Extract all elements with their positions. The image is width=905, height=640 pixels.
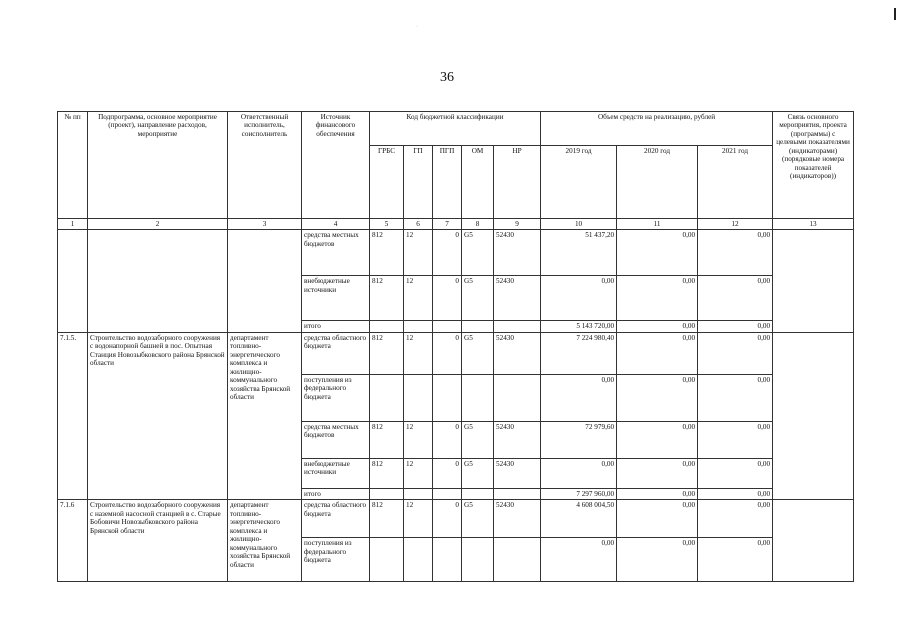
grbs-cell: 812 — [370, 276, 404, 321]
column-number: 3 — [228, 219, 302, 230]
amount-2021-cell: 0,00 — [698, 421, 773, 458]
np-cell: 52430 — [494, 500, 541, 538]
program-cell: Строительство водозаборного сооружения с водонапорной башней в пос. Опытная Станция Новозыбковского района Брянской области — [88, 332, 228, 499]
total-2020-cell: 0,00 — [617, 321, 698, 332]
source-cell: средства местных бюджетов — [302, 421, 370, 458]
header-responsible: Ответственный исполнитель, соисполнитель — [228, 112, 302, 219]
amount-2021-cell: 0,00 — [698, 276, 773, 321]
np-cell: 52430 — [494, 230, 541, 276]
amount-2019-cell: 72 979,60 — [541, 421, 617, 458]
header-2020: 2020 год — [617, 146, 698, 219]
amount-2020-cell: 0,00 — [617, 374, 698, 421]
header-2021: 2021 год — [698, 146, 773, 219]
table-row — [58, 230, 854, 276]
amount-2021-cell: 0,00 — [698, 538, 773, 582]
amount-2019-cell: 51 437,20 — [541, 230, 617, 276]
pgp-cell: 0 — [433, 276, 462, 321]
column-number: 7 — [433, 219, 462, 230]
column-number: 4 — [302, 219, 370, 230]
amount-2021-cell: 0,00 — [698, 230, 773, 276]
amount-2019-cell: 7 224 980,40 — [541, 332, 617, 374]
header-budget-code: Код бюджетной классификации — [370, 112, 541, 146]
row-num-cell — [58, 230, 88, 332]
header-link: Связь основного мероприятия, проекта (программы) с целевыми показателями (индикаторами) (порядковые номера показателей (индикаторов)) — [773, 112, 854, 219]
column-number: 11 — [617, 219, 698, 230]
column-number: 5 — [370, 219, 404, 230]
np-cell: 52430 — [494, 421, 541, 458]
responsible-cell: департамент топливно-энергетического комплекса и жилищно-коммунального хозяйства Брянской области — [228, 500, 302, 582]
program-cell: Строительство водозаборного сооружения с наземной насосной станцией в с. Старые Бобовичи Новозыбковского района Брянской области — [88, 500, 228, 582]
header-gp: ГП — [404, 146, 433, 219]
source-cell: средства областного бюджета — [302, 332, 370, 374]
total-label-cell: итого — [302, 488, 370, 499]
pgp-cell: 0 — [433, 458, 462, 488]
amount-2019-cell: 0,00 — [541, 374, 617, 421]
gp-cell: 12 — [404, 458, 433, 488]
total-2021-cell: 0,00 — [698, 321, 773, 332]
total-2019-cell: 5 143 720,00 — [541, 321, 617, 332]
responsible-cell: департамент топливно-энергетического комплекса и жилищно-коммунального хозяйства Брянской области — [228, 332, 302, 499]
column-number: 12 — [698, 219, 773, 230]
header-np: НР — [494, 146, 541, 219]
total-2019-cell: 7 297 960,00 — [541, 488, 617, 499]
header-pgp: ПГП — [433, 146, 462, 219]
column-number: 1 — [58, 219, 88, 230]
column-number: 13 — [773, 219, 854, 230]
header-om: ОМ — [462, 146, 494, 219]
gp-cell: 12 — [404, 276, 433, 321]
amount-2020-cell: 0,00 — [617, 500, 698, 538]
grbs-cell: 812 — [370, 230, 404, 276]
amount-2020-cell: 0,00 — [617, 458, 698, 488]
header-source: Источник финансового обеспечения — [302, 112, 370, 219]
pgp-cell: 0 — [433, 421, 462, 458]
pgp-cell: 0 — [433, 500, 462, 538]
column-number: 6 — [404, 219, 433, 230]
page-number: 36 — [440, 70, 454, 85]
pgp-cell: 0 — [433, 230, 462, 276]
gp-cell: 12 — [404, 230, 433, 276]
source-cell: внебюджетные источники — [302, 276, 370, 321]
header-num: № пп — [58, 112, 88, 219]
gp-cell: 12 — [404, 421, 433, 458]
amount-2021-cell: 0,00 — [698, 500, 773, 538]
amount-2019-cell: 0,00 — [541, 538, 617, 582]
amount-2020-cell: 0,00 — [617, 332, 698, 374]
om-cell: G5 — [462, 500, 494, 538]
header-volume: Объем средств на реализацию, рублей — [541, 112, 773, 146]
pgp-cell: 0 — [433, 332, 462, 374]
amount-2021-cell: 0,00 — [698, 332, 773, 374]
column-number: 2 — [88, 219, 228, 230]
gp-cell: 12 — [404, 500, 433, 538]
amount-2021-cell: 0,00 — [698, 458, 773, 488]
gp-cell: 12 — [404, 332, 433, 374]
grbs-cell: 812 — [370, 458, 404, 488]
grbs-cell: 812 — [370, 500, 404, 538]
total-2020-cell: 0,00 — [617, 488, 698, 499]
header-program: Подпрограмма, основное мероприятие (проект), направление расходов, мероприятие — [88, 112, 228, 219]
np-cell: 52430 — [494, 276, 541, 321]
amount-2020-cell: 0,00 — [617, 230, 698, 276]
grbs-cell: 812 — [370, 421, 404, 458]
amount-2019-cell: 0,00 — [541, 276, 617, 321]
amount-2020-cell: 0,00 — [617, 276, 698, 321]
total-2021-cell: 0,00 — [698, 488, 773, 499]
source-cell: поступления из федерального бюджета — [302, 374, 370, 421]
budget-table — [57, 111, 854, 582]
total-label-cell: итого — [302, 321, 370, 332]
row-num-cell: 7.1.5. — [58, 332, 88, 499]
table-row — [58, 500, 854, 538]
table-row — [58, 332, 854, 374]
np-cell: 52430 — [494, 332, 541, 374]
source-cell: внебюджетные источники — [302, 458, 370, 488]
scan-speck: · — [416, 24, 418, 30]
om-cell: G5 — [462, 421, 494, 458]
amount-2020-cell: 0,00 — [617, 421, 698, 458]
om-cell: G5 — [462, 230, 494, 276]
np-cell: 52430 — [494, 458, 541, 488]
grbs-cell: 812 — [370, 332, 404, 374]
scan-corner-mark — [894, 8, 896, 20]
link-cell — [773, 230, 854, 332]
source-cell: средства областного бюджета — [302, 500, 370, 538]
column-number: 8 — [462, 219, 494, 230]
link-cell — [773, 332, 854, 499]
responsible-cell — [228, 230, 302, 332]
header-2019: 2019 год — [541, 146, 617, 219]
amount-2019-cell: 0,00 — [541, 458, 617, 488]
om-cell: G5 — [462, 458, 494, 488]
column-number: 9 — [494, 219, 541, 230]
row-num-cell: 7.1.6 — [58, 500, 88, 582]
om-cell: G5 — [462, 332, 494, 374]
column-number: 10 — [541, 219, 617, 230]
om-cell: G5 — [462, 276, 494, 321]
source-cell: средства местных бюджетов — [302, 230, 370, 276]
link-cell — [773, 500, 854, 582]
amount-2021-cell: 0,00 — [698, 374, 773, 421]
program-cell — [88, 230, 228, 332]
amount-2019-cell: 4 608 004,50 — [541, 500, 617, 538]
amount-2020-cell: 0,00 — [617, 538, 698, 582]
header-grbs: ГРБС — [370, 146, 404, 219]
source-cell: поступления из федерального бюджета — [302, 538, 370, 582]
